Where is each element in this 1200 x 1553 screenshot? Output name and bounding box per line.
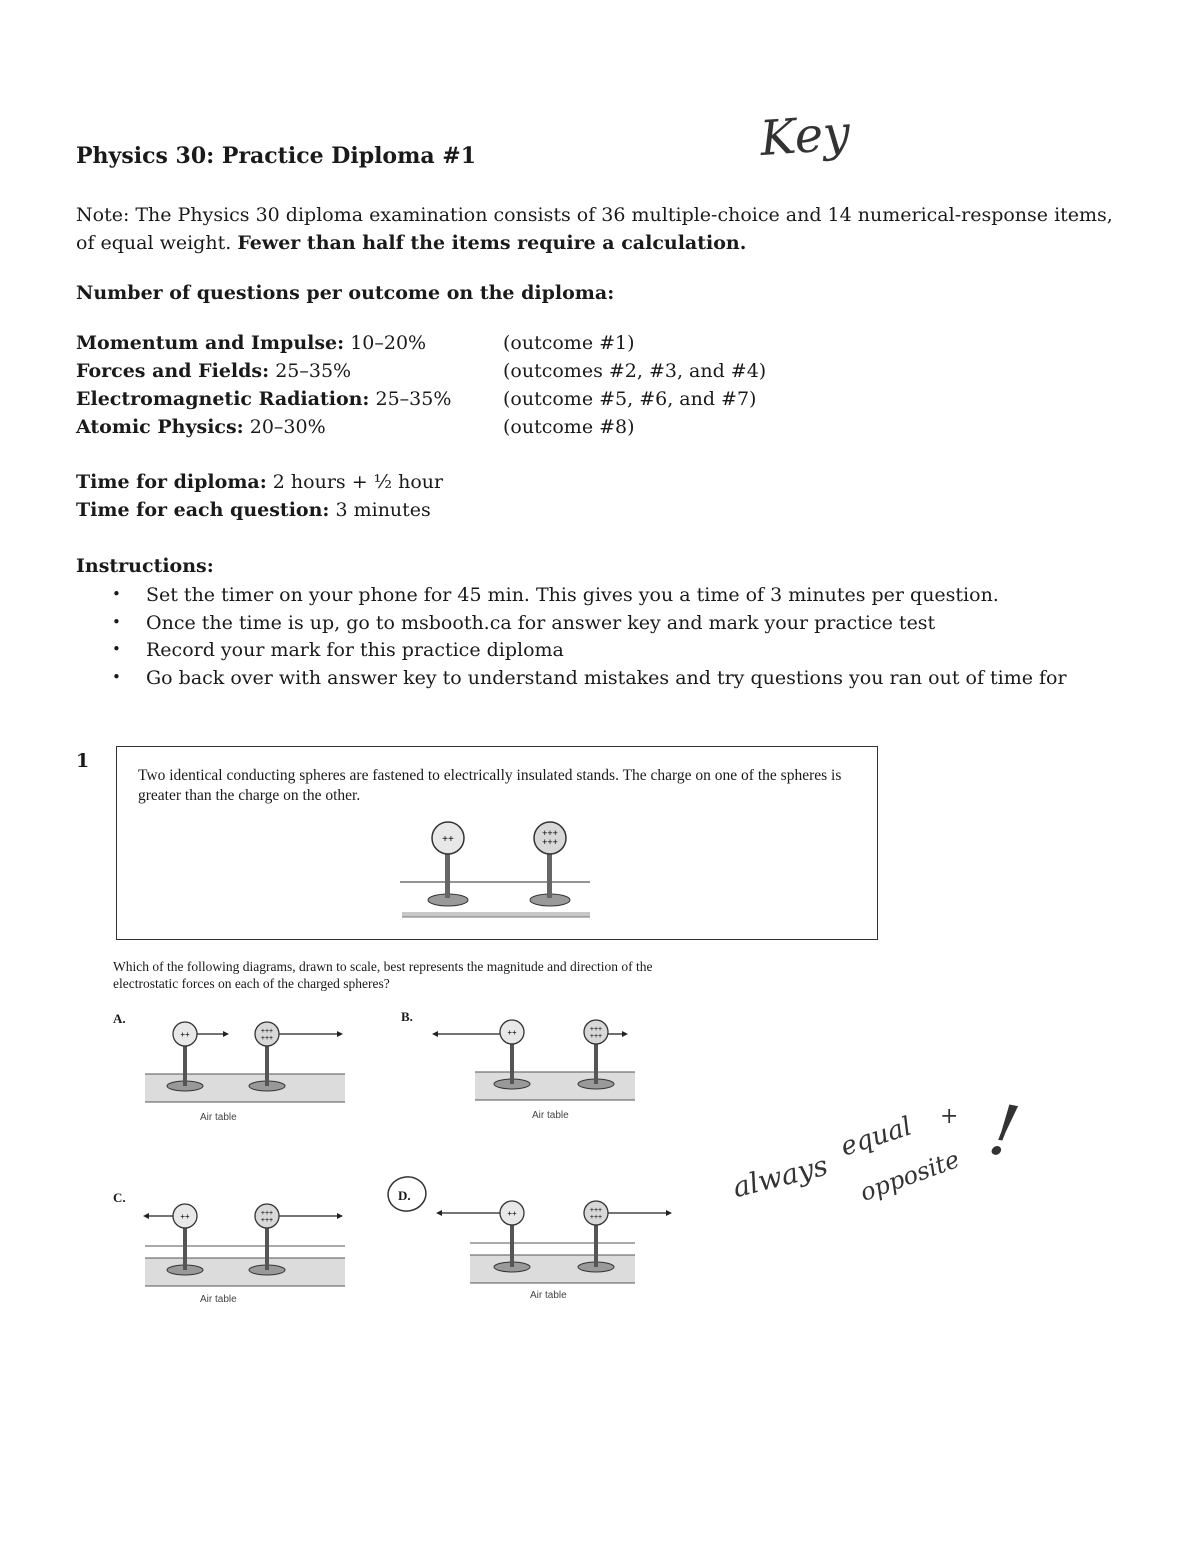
- option-d-diagram[interactable]: [430, 1195, 680, 1295]
- option-d-letter[interactable]: D.: [398, 1188, 411, 1203]
- outcome-label: Atomic Physics:: [76, 416, 244, 438]
- outcome-row: [76, 360, 351, 382]
- page-title: Physics 30: Practice Diploma #1: [76, 143, 477, 169]
- instruction-item: • Record your mark for this practice diploma: [112, 637, 1067, 665]
- sphere-stand-large: [530, 822, 570, 906]
- svg-text:++: ++: [507, 1209, 517, 1218]
- time-diploma: [76, 471, 443, 493]
- svg-text:+++: +++: [589, 1207, 603, 1214]
- handwritten-key-mark: Key: [758, 104, 852, 168]
- time-diploma-label: Time for diploma:: [76, 471, 267, 493]
- outcome-row: [76, 332, 426, 354]
- option-a-letter[interactable]: A.: [113, 1011, 126, 1026]
- time-question: [76, 499, 431, 521]
- option-a-diagram[interactable]: [145, 1016, 355, 1116]
- instructions-list: [112, 582, 1067, 692]
- svg-text:+++: +++: [589, 1214, 603, 1221]
- instructions-heading: Instructions:: [76, 555, 214, 577]
- option-b-diagram[interactable]: [430, 1014, 640, 1114]
- svg-text:++: ++: [442, 834, 454, 845]
- sphere-stand-small: [428, 822, 468, 906]
- outcome-row: [76, 388, 451, 410]
- svg-text:+++: +++: [589, 1026, 603, 1033]
- air-table-label: Air table: [530, 1290, 567, 1301]
- outcome-ref: (outcomes #2, #3, and #4): [503, 360, 767, 382]
- handwritten-note-always: always: [729, 1148, 832, 1205]
- outcome-ref: (outcome #8): [503, 416, 635, 438]
- svg-text:+++: +++: [260, 1210, 274, 1217]
- svg-text:+++: +++: [260, 1217, 274, 1224]
- instruction-item: • Go back over with answer key to understand mistakes and try questions you ran out of time for: [112, 665, 1067, 693]
- air-table-label: Air table: [532, 1110, 569, 1121]
- svg-text:+++: +++: [589, 1033, 603, 1040]
- outcome-ref: (outcome #5, #6, and #7): [503, 388, 757, 410]
- question-prompt: Which of the following diagrams, drawn to scale, best represents the magnitude and direction of the electrostatic forces on each of the charged spheres?: [113, 959, 653, 991]
- option-b-letter[interactable]: B.: [401, 1009, 413, 1024]
- handwritten-note-equal: equal: [837, 1111, 916, 1163]
- stem-diagram: [400, 818, 600, 928]
- time-diploma-value: 2 hours + ½ hour: [272, 471, 444, 493]
- handwritten-note-plus: +: [940, 1104, 959, 1129]
- outcome-label: Electromagnetic Radiation:: [76, 388, 370, 410]
- instruction-item: • Set the timer on your phone for 45 min. This gives you a time of 3 minutes per question.: [112, 582, 1067, 610]
- question-stem: Two identical conducting spheres are fastened to electrically insulated stands. The charge on one of the spheres is greater than the charge on the other.: [138, 767, 842, 804]
- outcome-ref: (outcome #1): [503, 332, 635, 354]
- svg-text:+++: +++: [260, 1028, 274, 1035]
- outcome-range: 20–30%: [249, 416, 326, 438]
- exam-note: [76, 201, 1136, 257]
- svg-text:+++: +++: [542, 828, 558, 838]
- outcome-range: 25–35%: [275, 360, 352, 382]
- outcome-row: [76, 416, 326, 438]
- svg-text:+++: +++: [542, 837, 558, 847]
- handwritten-note-exclamation: !: [983, 1088, 1026, 1174]
- air-table-label: Air table: [200, 1294, 237, 1305]
- option-c-letter[interactable]: C.: [113, 1190, 126, 1205]
- time-question-label: Time for each question:: [76, 499, 330, 521]
- svg-text:++: ++: [507, 1028, 517, 1037]
- note-emphasis: Fewer than half the items require a calculation.: [237, 232, 747, 254]
- svg-text:++: ++: [180, 1212, 190, 1221]
- svg-text:+++: +++: [260, 1035, 274, 1042]
- outcome-label: Momentum and Impulse:: [76, 332, 345, 354]
- outcomes-heading: Number of questions per outcome on the diploma:: [76, 282, 615, 304]
- outcome-range: 10–20%: [350, 332, 427, 354]
- note-lead: Note: The Physics 30 diploma examination consists of 36 multiple-choice and 14 numerical-response items, of equal weight.: [76, 204, 1113, 254]
- handwritten-note-opposite: opposite: [856, 1145, 964, 1207]
- question-number: 1: [76, 750, 90, 772]
- outcome-range: 25–35%: [375, 388, 452, 410]
- air-table-label: Air table: [200, 1112, 237, 1123]
- time-question-value: 3 minutes: [335, 499, 431, 521]
- option-c-diagram[interactable]: [145, 1198, 355, 1298]
- outcome-label: Forces and Fields:: [76, 360, 270, 382]
- svg-text:++: ++: [180, 1030, 190, 1039]
- instruction-item: • Once the time is up, go to msbooth.ca for answer key and mark your practice test: [112, 610, 1067, 638]
